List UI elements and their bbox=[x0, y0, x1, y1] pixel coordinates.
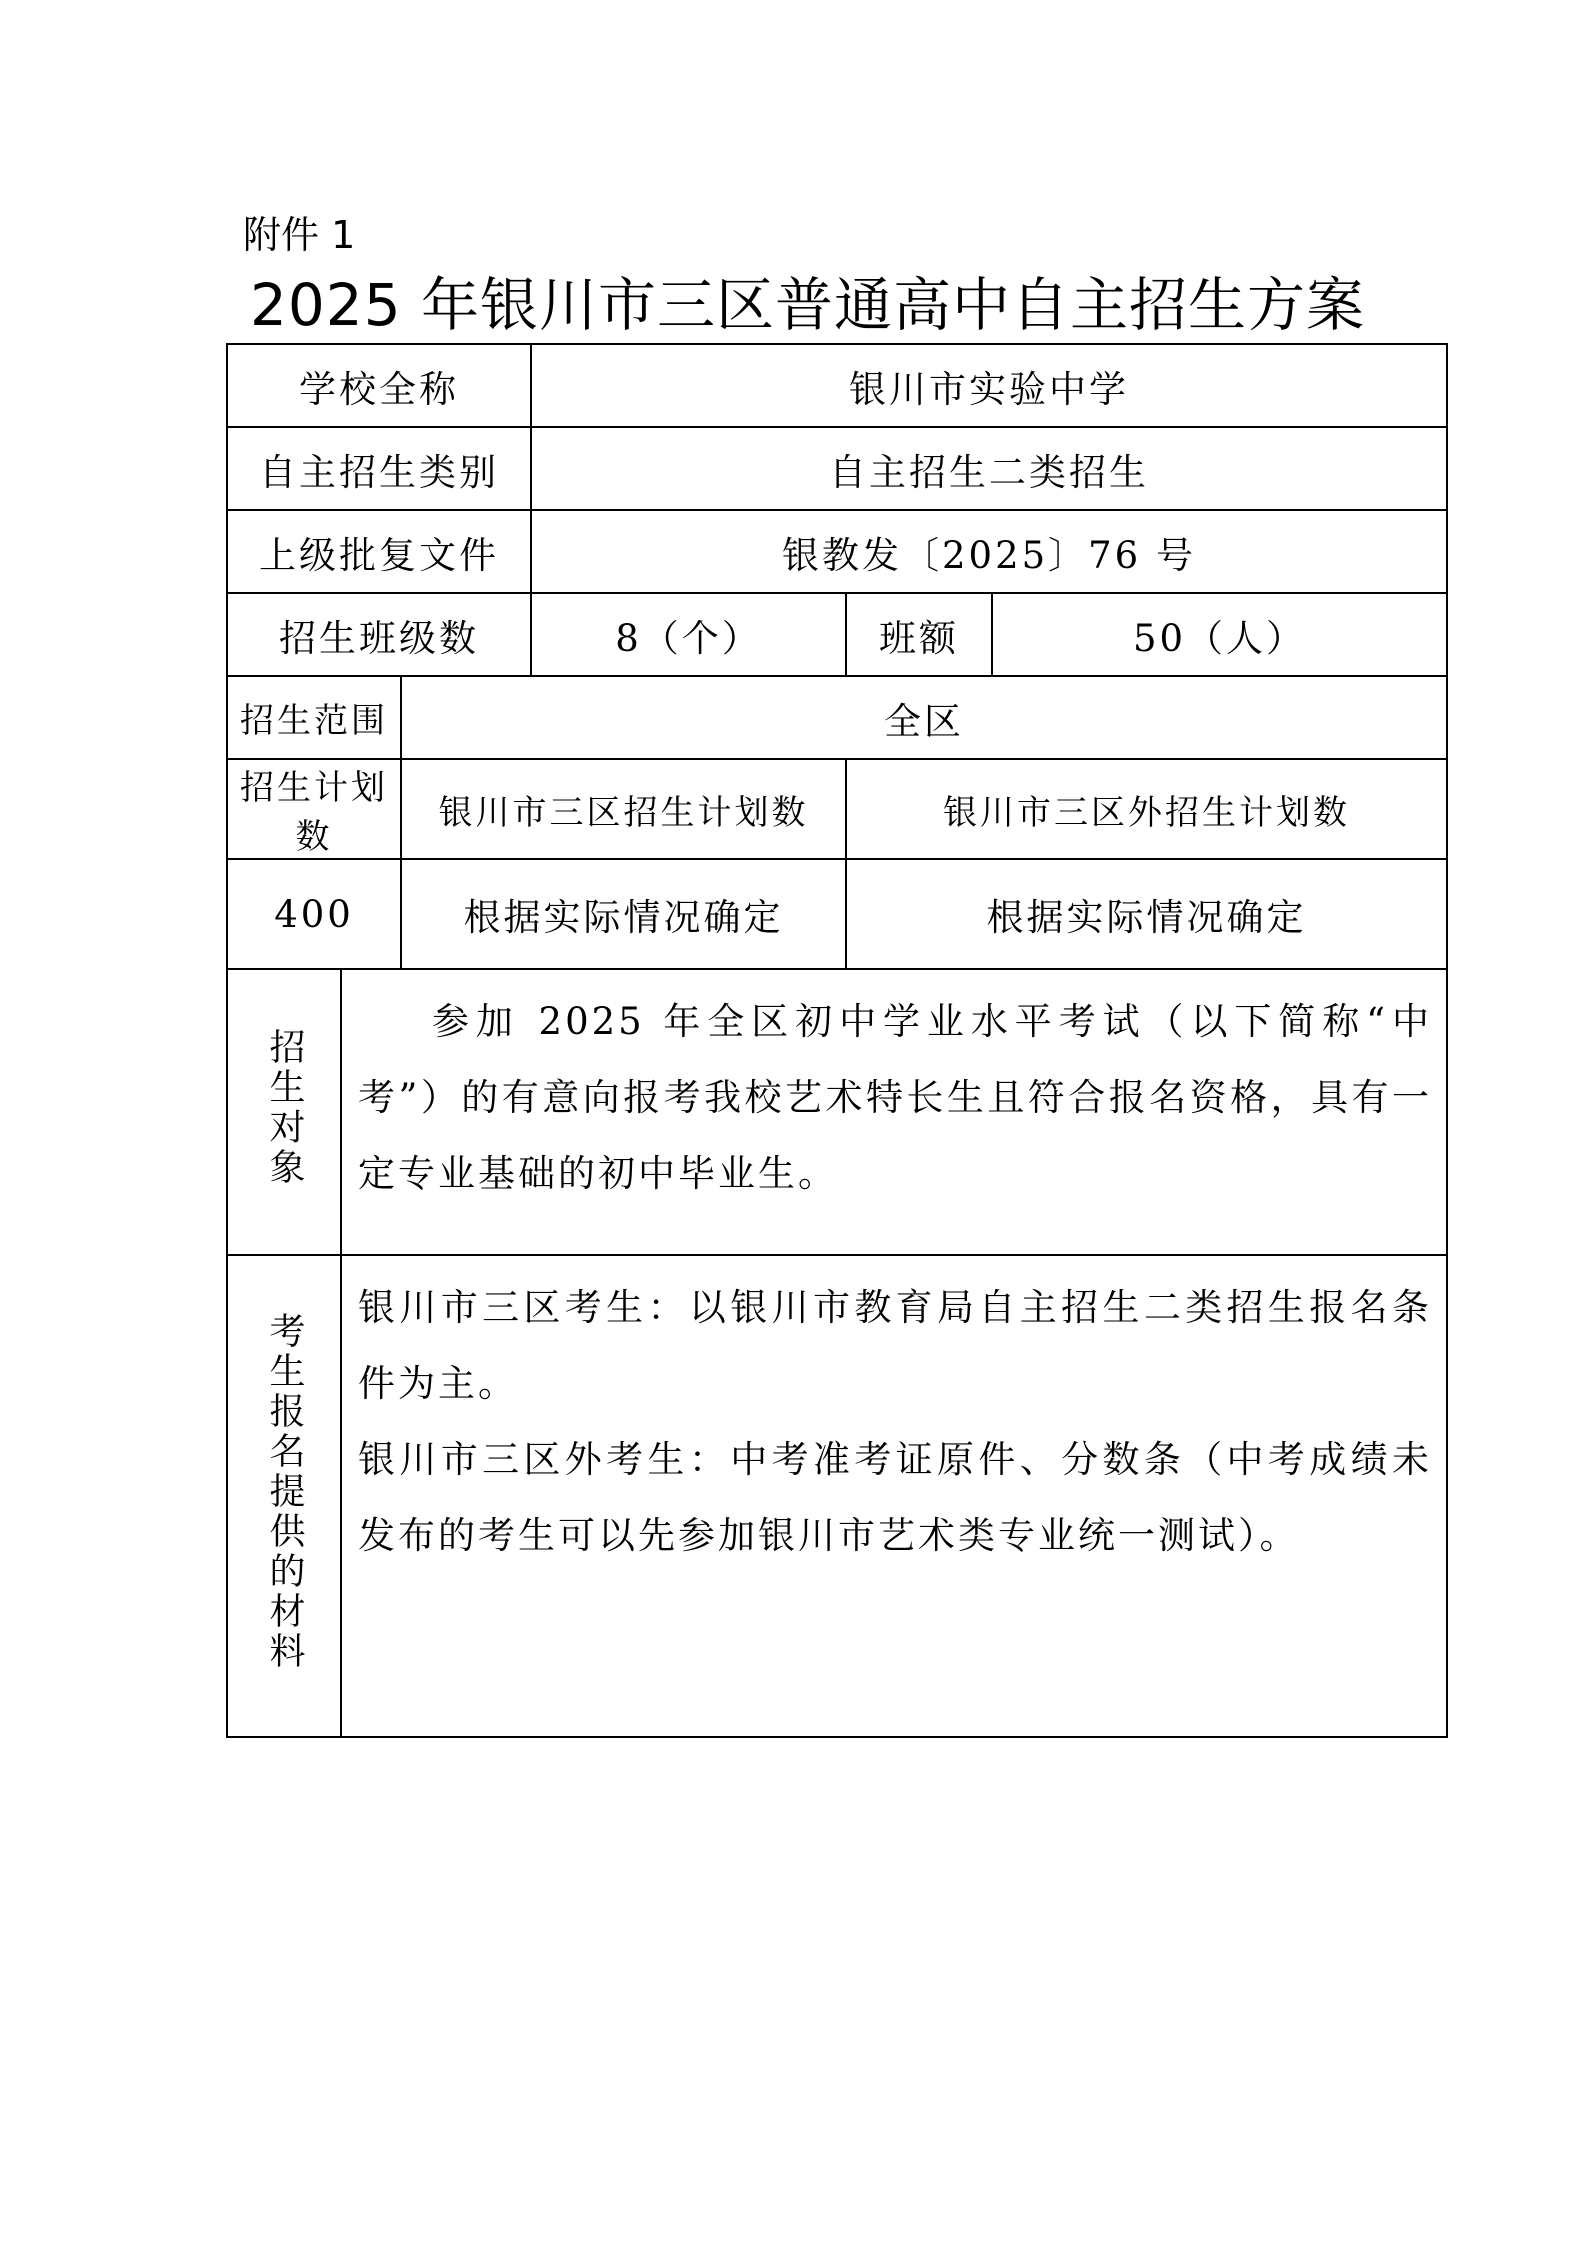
materials-label-cell bbox=[227, 1255, 341, 1737]
category-value: 自主招生二类招生 bbox=[531, 427, 1447, 510]
approval-label: 上级批复文件 bbox=[227, 510, 531, 593]
row-scope bbox=[227, 676, 1447, 759]
materials-text-cell bbox=[341, 1255, 1447, 1737]
materials-text-outside: 银川市三区外考生：中考准考证原件、分数条（中考成绩未发布的考生可以先参加银川市艺术类专业统一测试）。 bbox=[358, 1438, 1432, 1557]
target-label: 招生对象 bbox=[264, 1027, 305, 1188]
approval-value: 银教发〔2025〕76 号 bbox=[531, 510, 1447, 593]
class-size-label: 班额 bbox=[846, 593, 992, 676]
plan-in-value: 根据实际情况确定 bbox=[401, 859, 846, 969]
target-text-cell bbox=[341, 969, 1447, 1255]
row-school bbox=[227, 344, 1447, 427]
plan-out-value: 根据实际情况确定 bbox=[846, 859, 1447, 969]
classes-label: 招生班级数 bbox=[227, 593, 531, 676]
classes-value: 8（个） bbox=[531, 593, 846, 676]
admission-plan-table bbox=[226, 343, 1448, 1738]
category-label: 自主招生类别 bbox=[227, 427, 531, 510]
plan-total: 400 bbox=[227, 859, 401, 969]
school-value: 银川市实验中学 bbox=[531, 344, 1447, 427]
target-label-cell bbox=[227, 969, 341, 1255]
materials-label: 考生报名提供的材料 bbox=[264, 1311, 305, 1672]
plan-in-label: 银川市三区招生计划数 bbox=[401, 759, 846, 859]
scope-label: 招生范围 bbox=[227, 676, 401, 759]
row-plan-values bbox=[227, 859, 1447, 969]
school-label: 学校全称 bbox=[227, 344, 531, 427]
row-plan-header bbox=[227, 759, 1447, 859]
row-category bbox=[227, 427, 1447, 510]
row-target bbox=[227, 969, 1447, 1255]
materials-text-local: 银川市三区考生：以银川市教育局自主招生二类招生报名条件为主。 bbox=[358, 1286, 1432, 1405]
plan-out-label: 银川市三区外招生计划数 bbox=[846, 759, 1447, 859]
plan-label: 招生计划数 bbox=[227, 759, 401, 859]
row-classes bbox=[227, 593, 1447, 676]
scope-value: 全区 bbox=[401, 676, 1447, 759]
class-size-value: 50（人） bbox=[992, 593, 1447, 676]
target-text: 参加 2025 年全区初中学业水平考试（以下简称“中考”）的有意向报考我校艺术特长生且符合报名资格，具有一定专业基础的初中毕业生。 bbox=[358, 1000, 1432, 1195]
attachment-label: 附件 1 bbox=[243, 213, 356, 257]
row-materials bbox=[227, 1255, 1447, 1737]
row-approval bbox=[227, 510, 1447, 593]
document-title: 2025 年银川市三区普通高中自主招生方案 bbox=[250, 271, 1366, 339]
